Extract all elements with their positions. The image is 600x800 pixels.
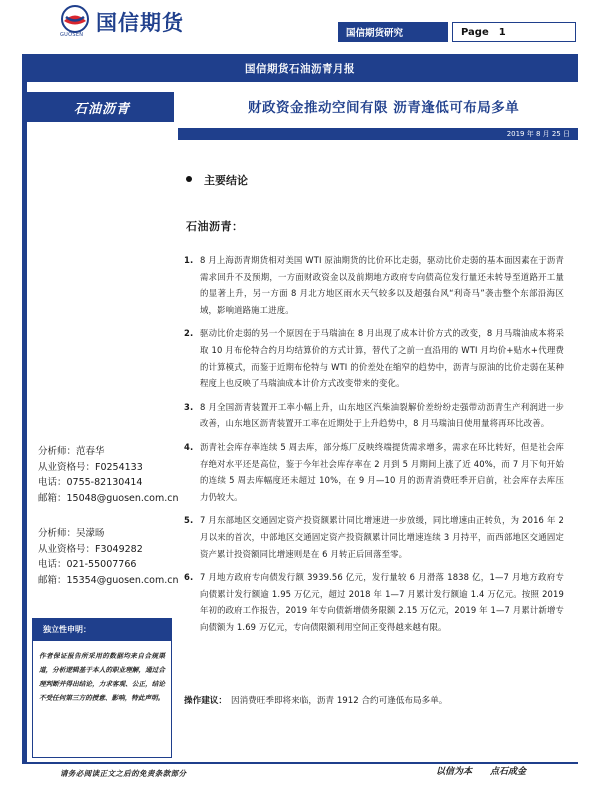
- footer-slogan: [436, 764, 526, 777]
- analyst-email[interactable]: 邮箱：15048@guosen.com.cn: [38, 492, 179, 504]
- report-banner-title: 国信期货石油沥青月报: [22, 54, 578, 82]
- analyst-phone: 电话：0755-82130414: [38, 477, 143, 488]
- logo-text: 国信期货: [96, 11, 184, 35]
- list-item-text: 8 月上海沥青期货相对美国 WTI 原油期货的比价环比走弱，驱动比价走弱的基本面因素在于沥青需求回升不及预期，一方面财政资金以及前期地方政府专向债高位发行量还未转导至道路开工量的显著上升，另一方面 8 月北方地区雨水天气较多以及超强台风“利奇马”袭击整个东部沿海区域，影响道路施工进度。: [200, 255, 564, 315]
- list-item-number: 4.: [184, 441, 194, 452]
- section-tag: 石油沥青: [22, 92, 174, 122]
- guosen-logo-icon: [60, 4, 90, 34]
- list-item-text: 8 月全国沥青装置开工率小幅上升，山东地区汽柴油裂解价差纷纷走强带动沥青生产利润进一步改善，山东地区沥青装置开工率在近期处于上升趋势中，8 月马瑞油日使用量将再环比改善。: [200, 401, 564, 429]
- asphalt-subheading: 石油沥青：: [186, 220, 244, 233]
- bullet-icon: [186, 176, 192, 182]
- page-number: 1: [498, 26, 506, 38]
- analyst-phone: 电话：021-55007766: [38, 559, 137, 570]
- analyst-license: 从业资格号：F3049282: [38, 543, 143, 555]
- list-item: [184, 439, 564, 505]
- company-logo: [60, 4, 240, 40]
- footer-disclaimer: 请务必阅读正文之后的免责条款部分: [60, 769, 187, 778]
- independence-statement: [32, 618, 172, 758]
- trading-advice: [184, 694, 447, 706]
- logo-subtext: GUOSEN: [60, 32, 84, 38]
- list-item-number: 1.: [184, 255, 194, 265]
- list-item-number: 5.: [184, 515, 194, 526]
- list-item: [184, 512, 564, 562]
- advice-label: 操作建议：: [184, 696, 227, 706]
- list-item-text: 沥青社会库存率连续 5 周去库，部分炼厂反映终端提货需求增多，需求在环比转好，但是社会库存绝对水平还是高位，鉴于今年社会库存率在 2 月到 5 月期间上涨了近 40%，而 7 月下旬开始的连续 5 周去库幅度还未超过 10%，在 9 月—10 月的沥青消费旺季开启前，社会库存去库压力仍较大。: [200, 441, 564, 502]
- list-item: [184, 399, 564, 432]
- main-title: 财政资金推动空间有限 沥青逢低可布局多单: [248, 100, 520, 116]
- analyst-license: 从业资格号：F0254133: [38, 461, 143, 473]
- slogan-part-2: 点石成金: [490, 767, 527, 777]
- analyst-card: [38, 526, 178, 588]
- list-item-number: 3.: [184, 401, 194, 412]
- statement-body: 作者保证报告所采用的数据均来自合规渠道，分析逻辑基于本人的职业理解，通过合理判断并得出结论，力求客观、公正，结论不受任何第三方的授意、影响，特此声明。: [39, 652, 165, 702]
- analyst-email[interactable]: 邮箱：15354@guosen.com.cn: [38, 574, 179, 586]
- page-indicator: [452, 22, 576, 42]
- conclusion-list: [184, 252, 564, 642]
- analyst-name: 分析师：吴濛旸: [38, 528, 105, 539]
- page-label: Page: [461, 26, 489, 38]
- list-item-text: 7 月地方政府专向债发行额 3939.56 亿元，发行量较 6 月滑落 1838 亿，1—7 月地方政府专向债累计发行额逾 1.95 万亿元，超过 2018 年 1—7 月累计发行额逾 1.4 万亿元。按照 2019 年初的政府工作报告，2019 年专向债新增债务限额 2.15 万亿元，2019 年 1—7 月累计新增专向债额为 1.69 万亿元，专向债限额利用空间正变得越来越有限。: [200, 572, 564, 632]
- report-type-label: 国信期货研究: [338, 22, 448, 42]
- analyst-card: [38, 444, 178, 506]
- advice-text: 因消费旺季即将来临，沥青 1912 合约可逢低布局多单。: [230, 696, 448, 706]
- report-date: 2019 年 8 月 25 日: [178, 128, 578, 140]
- summary-heading: 主要结论: [204, 174, 248, 187]
- list-item-text: 7 月东部地区交通固定资产投资额累计同比增速进一步放缓，同比增速由正转负，为 2016 年 2 月以来的首次，中部地区交通固定资产投资额累计同比增速连续 3 月持平，而西部地区交通固定资产累计投资额同比增速则是在 6 月转正后回落至零。: [200, 515, 564, 559]
- list-item: [184, 569, 564, 635]
- slogan-part-1: 以信为本: [436, 767, 473, 777]
- list-item: [184, 325, 564, 391]
- list-item: [184, 252, 564, 318]
- list-item-number: 2.: [184, 328, 194, 339]
- analyst-name: 分析师：范春华: [38, 446, 105, 457]
- left-accent-rule: [22, 82, 27, 762]
- list-item-number: 6.: [184, 572, 194, 583]
- statement-heading: 独立性申明：: [33, 619, 171, 641]
- list-item-text: 驱动比价走弱的另一个原因在于马瑞油在 8 月出现了成本计价方式的改变，8 月马瑞油成本将采取 10 月布伦特合约月均结算价的方式计算，替代了之前一直沿用的 WTI 月均价+贴水+代理费的计算模式，而鉴于近期布伦特与 WTI 的价差处在缩窄的趋势中，沥青与原油的比价走弱在某种程度上也反映了马瑞油成本计价方式改变带来的变化。: [200, 328, 564, 389]
